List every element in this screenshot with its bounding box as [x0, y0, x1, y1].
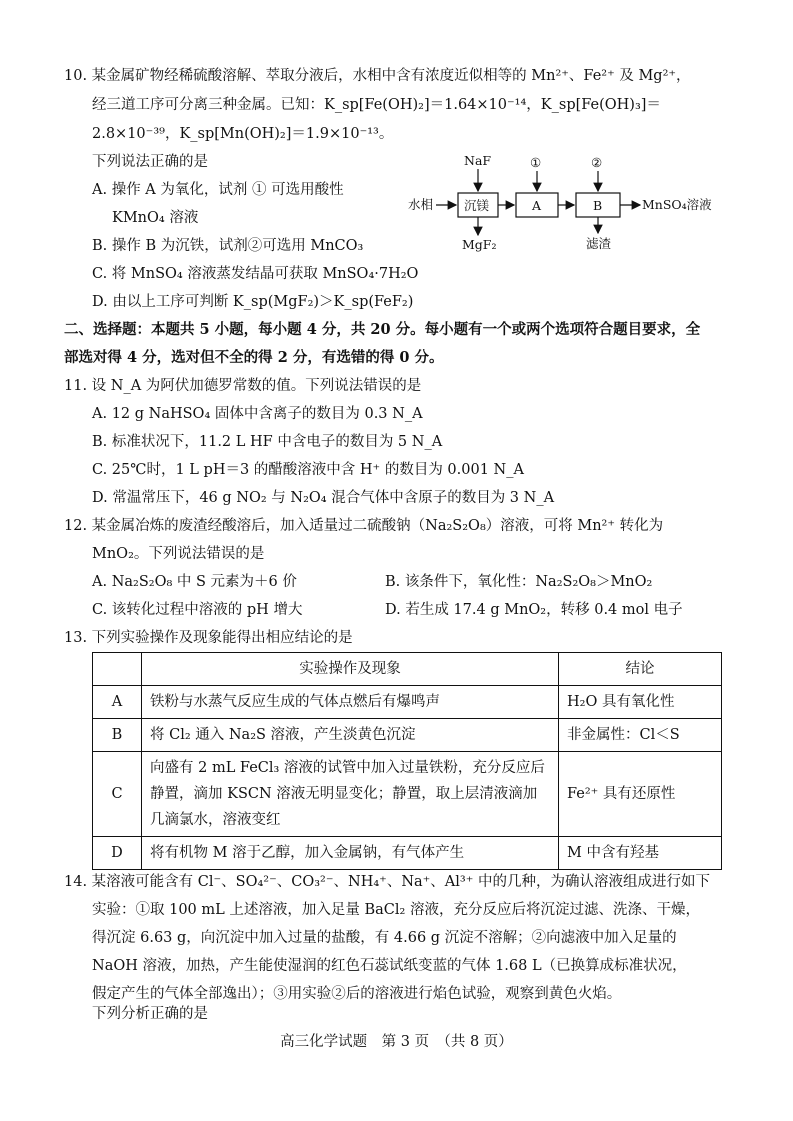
q14-line-1: 14. 某溶液可能含有 Cl⁻、SO₄²⁻、CO₃²⁻、NH₄⁺、Na⁺、Al³⁺ 中的几种，为确认溶液组成进行如下: [64, 874, 710, 890]
q12-option-d: D. 若生成 17.4 g MnO₂，转移 0.4 mol 电子: [385, 602, 683, 618]
table-cell-conclusion: 非金属性：Cl＜S: [559, 719, 722, 752]
table-cell-conclusion: Fe²⁺ 具有还原性: [559, 752, 722, 837]
q11-option-b: B. 标准状况下，11.2 L HF 中含电子的数目为 5 N_A: [92, 434, 443, 450]
table-cell-option: D: [93, 837, 142, 870]
table-header-row: [93, 653, 722, 686]
q10-option-c: C. 将 MnSO₄ 溶液蒸发结晶可获取 MnSO₄·7H₂O: [92, 266, 419, 282]
reagent-1-label: ①: [530, 155, 542, 170]
q11-option-c: C. 25℃时，1 L pH＝3 的醋酸溶液中含 H⁺ 的数目为 0.001 N_A: [92, 462, 524, 478]
table-cell-operation: 将 Cl₂ 通入 Na₂S 溶液，产生淡黄色沉淀: [142, 719, 559, 752]
q10-stem: 下列说法正确的是: [92, 154, 208, 170]
reagent-naf-label: NaF: [464, 155, 492, 168]
table-cell-operation: 向盛有 2 mL FeCl₃ 溶液的试管中加入过量铁粉，充分反应后静置，滴加 KSCN 溶液无明显变化；静置，取上层清液滴加几滴氯水，溶液变红: [142, 752, 559, 837]
q12-line-2: MnO₂。下列说法错误的是: [92, 546, 265, 562]
q12-line-1: 12. 某金属冶炼的废渣经酸溶后，加入适量过二硫酸钠（Na₂S₂O₈）溶液，可将 Mn²⁺ 转化为: [64, 518, 664, 534]
q10-line-3: 2.8×10⁻³⁹，K_sp[Mn(OH)₂]＝1.9×10⁻¹³。: [92, 126, 394, 142]
q12-option-c: C. 该转化过程中溶液的 pH 增大: [92, 602, 303, 618]
q14-stem: 下列分析正确的是: [92, 1006, 208, 1022]
q11-option-d: D. 常温常压下，46 g NO₂ 与 N₂O₄ 混合气体中含原子的数目为 3 N_A: [92, 490, 555, 506]
q11-option-a: A. 12 g NaHSO₄ 固体中含离子的数目为 0.3 N_A: [92, 406, 423, 422]
section-2-heading-line-2: 部选对得 4 分，选对但不全的得 2 分，有选错的得 0 分。: [64, 349, 444, 366]
q10-option-a-line-2: KMnO₄ 溶液: [112, 210, 199, 226]
process-flow-diagram: [400, 155, 740, 255]
q14-line-2: 实验：①取 100 mL 上述溶液，加入足量 BaCl₂ 溶液，充分反应后将沉淀过滤、洗涤、干燥，: [92, 902, 700, 918]
table-cell-option: A: [93, 686, 142, 719]
out-residue-label: 滤渣: [586, 236, 612, 251]
table-row: [93, 752, 722, 837]
table-cell-conclusion: H₂O 具有氧化性: [559, 686, 722, 719]
box-mg-label: 沉镁: [464, 198, 490, 213]
box-b-label: B: [593, 198, 603, 213]
q14-line-5: 假定产生的气体全部逸出）；③用实验②后的溶液进行焰色试验，观察到黄色火焰。: [92, 986, 622, 1002]
table-header-cell: 实验操作及现象: [142, 653, 559, 686]
table-cell-operation: 将有机物 M 溶于乙醇，加入金属钠，有气体产生: [142, 837, 559, 870]
page-footer: 高三化学试题 第 3 页 （共 8 页）: [280, 1034, 513, 1050]
table-header-cell: [93, 653, 142, 686]
q10-option-b: B. 操作 B 为沉铁，试剂②可选用 MnCO₃: [92, 238, 364, 254]
out-mgf2-label: MgF₂: [462, 237, 497, 252]
table-cell-option: C: [93, 752, 142, 837]
section-2-heading-line-1: 二、选择题：本题共 5 小题，每小题 4 分，共 20 分。每小题有一个或两个选项符合题目要求，全: [64, 321, 701, 338]
box-a-label: A: [532, 198, 542, 213]
table-cell-conclusion: M 中含有羟基: [559, 837, 722, 870]
product-label: MnSO₄溶液: [642, 197, 712, 212]
q10-option-a-line-1: A. 操作 A 为氧化，试剂 ① 可选用酸性: [92, 182, 344, 198]
q11-stem: 11. 设 N_A 为阿伏加德罗常数的值。下列说法错误的是: [64, 378, 422, 394]
table-header-cell: 结论: [559, 653, 722, 686]
q14-line-4: NaOH 溶液，加热，产生能使湿润的红色石蕊试纸变蓝的气体 1.68 L（已换算成标准状况，: [92, 958, 687, 974]
diagram-input-label: 水相: [408, 197, 434, 212]
q12-option-b: B. 该条件下，氧化性：Na₂S₂O₈＞MnO₂: [385, 574, 653, 590]
q10-option-d: D. 由以上工序可判断 K_sp(MgF₂)＞K_sp(FeF₂): [92, 294, 414, 310]
table-row: [93, 686, 722, 719]
q10-line-2: 经三道工序可分离三种金属。已知：K_sp[Fe(OH)₂]＝1.64×10⁻¹⁴，K_sp[Fe(OH)₃]＝: [92, 97, 661, 113]
table-row: [93, 837, 722, 870]
experiment-table: [92, 652, 722, 870]
table-row: [93, 719, 722, 752]
reagent-2-label: ②: [591, 155, 603, 170]
q14-line-3: 得沉淀 6.63 g，向沉淀中加入过量的盐酸，有 4.66 g 沉淀不溶解；②向滤液中加入足量的: [92, 930, 677, 946]
q13-stem: 13. 下列实验操作及现象能得出相应结论的是: [64, 630, 353, 646]
q10-line-1: 10. 某金属矿物经稀硫酸溶解、萃取分液后，水相中含有浓度近似相等的 Mn²⁺、Fe²⁺ 及 Mg²⁺，: [64, 68, 691, 84]
table-cell-option: B: [93, 719, 142, 752]
table-cell-operation: 铁粉与水蒸气反应生成的气体点燃后有爆鸣声: [142, 686, 559, 719]
q12-option-a: A. Na₂S₂O₈ 中 S 元素为＋6 价: [92, 574, 297, 590]
